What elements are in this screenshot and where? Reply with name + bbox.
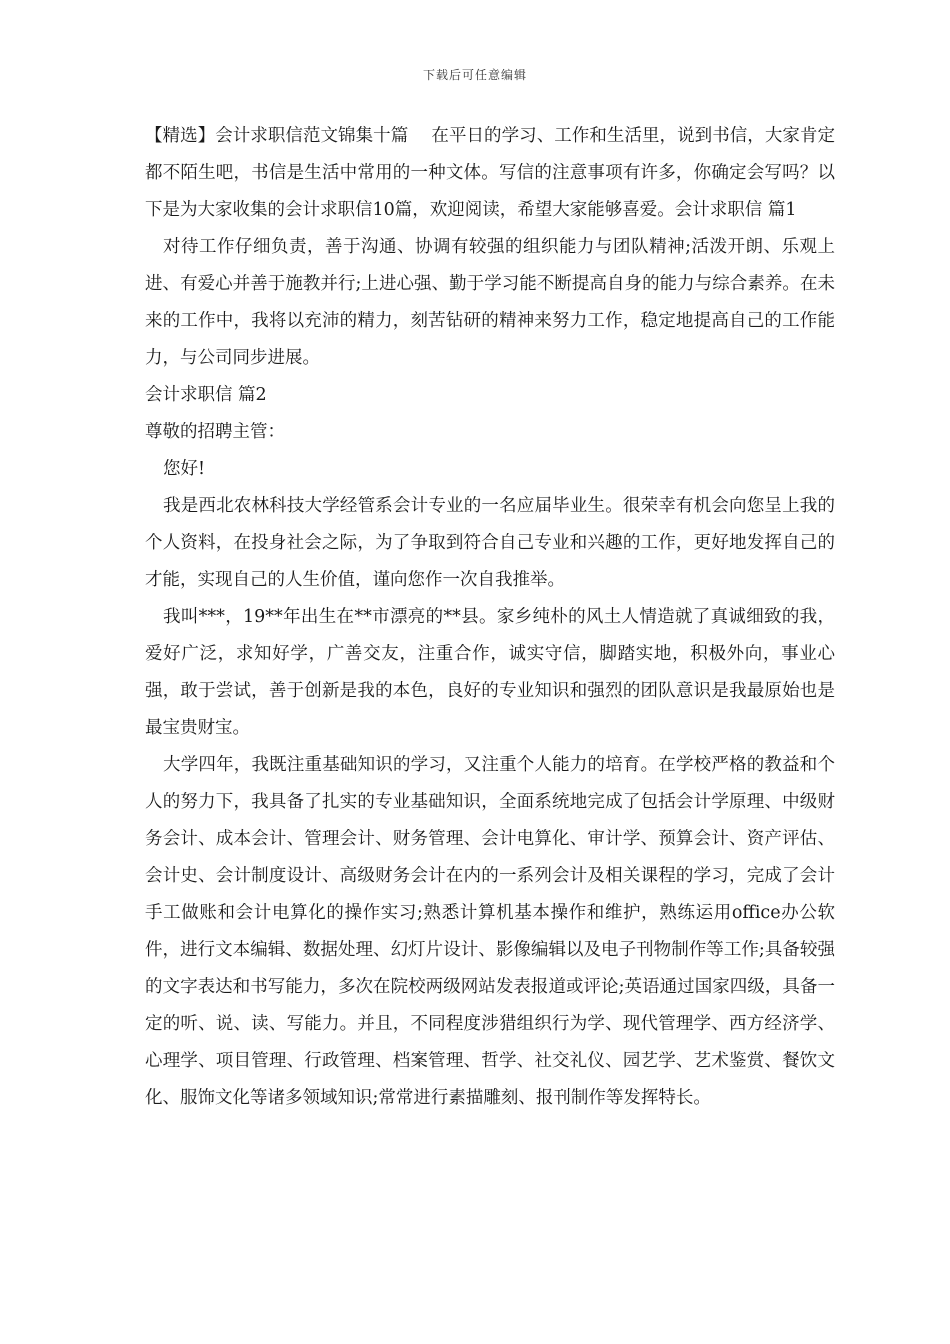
body-paragraph: 对待工作仔细负责，善于沟通、协调有较强的组织能力与团队精神;活泼开朗、乐观上进、有爱心并善于施教并行;上进心强、勤于学习能不断提高自身的能力与综合素养。在未来的工作中，我将以充沛的精力，刻苦钻研的精神来努力工作，稳定地提高自己的工作能力，与公司同步进展。 [145, 237, 835, 368]
section-heading: 会计求职信 篇2 [145, 385, 267, 405]
intro-paragraph: 【精选】会计求职信范文锦集十篇 在平日的学习、工作和生活里，说到书信，大家肯定都不陌生吧，书信是生活中常用的一种文体。写信的注意事项有许多，你确定会写吗？以下是为大家收集的会计求职信10篇，欢迎阅读，希望大家能够喜爱。会计求职信 篇1 [145, 126, 835, 220]
greeting: 您好! [163, 459, 206, 479]
document-body [145, 118, 835, 1117]
body-paragraph: 我是西北农林科技大学经管系会计专业的一名应届毕业生。很荣幸有机会向您呈上我的个人资料，在投身社会之际，为了争取到符合自己专业和兴趣的工作，更好地发挥自己的才能，实现自己的人生价值，谨向您作一次自我推举。 [145, 496, 835, 590]
header-note: 下载后可任意编辑 [422, 68, 527, 82]
body-paragraph: 我叫***，19**年出生在**市漂亮的**县。家乡纯朴的风土人情造就了真诚细致的我，爱好广泛，求知好学，广善交友，注重合作，诚实守信，脚踏实地，积极外向，事业心强，敢于尝试，善于创新是我的本色，良好的专业知识和强烈的团队意识是我最原始也是最宝贵财宝。 [145, 607, 835, 738]
salutation: 尊敬的招聘主管： [145, 422, 285, 442]
body-paragraph: 大学四年，我既注重基础知识的学习，又注重个人能力的培育。在学校严格的教益和个人的努力下，我具备了扎实的专业基础知识，全面系统地完成了包括会计学原理、中级财务会计、成本会计、管理会计、财务管理、会计电算化、审计学、预算会计、资产评估、会计史、会计制度设计、高级财务会计在内的一系列会计及相关课程的学习，完成了会计手工做账和会计电算化的操作实习;熟悉计算机基本操作和维护，熟练运用office办公软件，进行文本编辑、数据处理、幻灯片设计、影像编辑以及电子刊物制作等工作;具备较强的文字表达和书写能力，多次在院校两级网站发表报道或评论;英语通过国家四级，具备一定的听、说、读、写能力。并且，不同程度涉猎组织行为学、现代管理学、西方经济学、心理学、项目管理、行政管理、档案管理、哲学、社交礼仪、园艺学、艺术鉴赏、餐饮文化、服饰文化等诸多领域知识;常常进行素描雕刻、报刊制作等发挥特长。 [145, 755, 835, 1108]
